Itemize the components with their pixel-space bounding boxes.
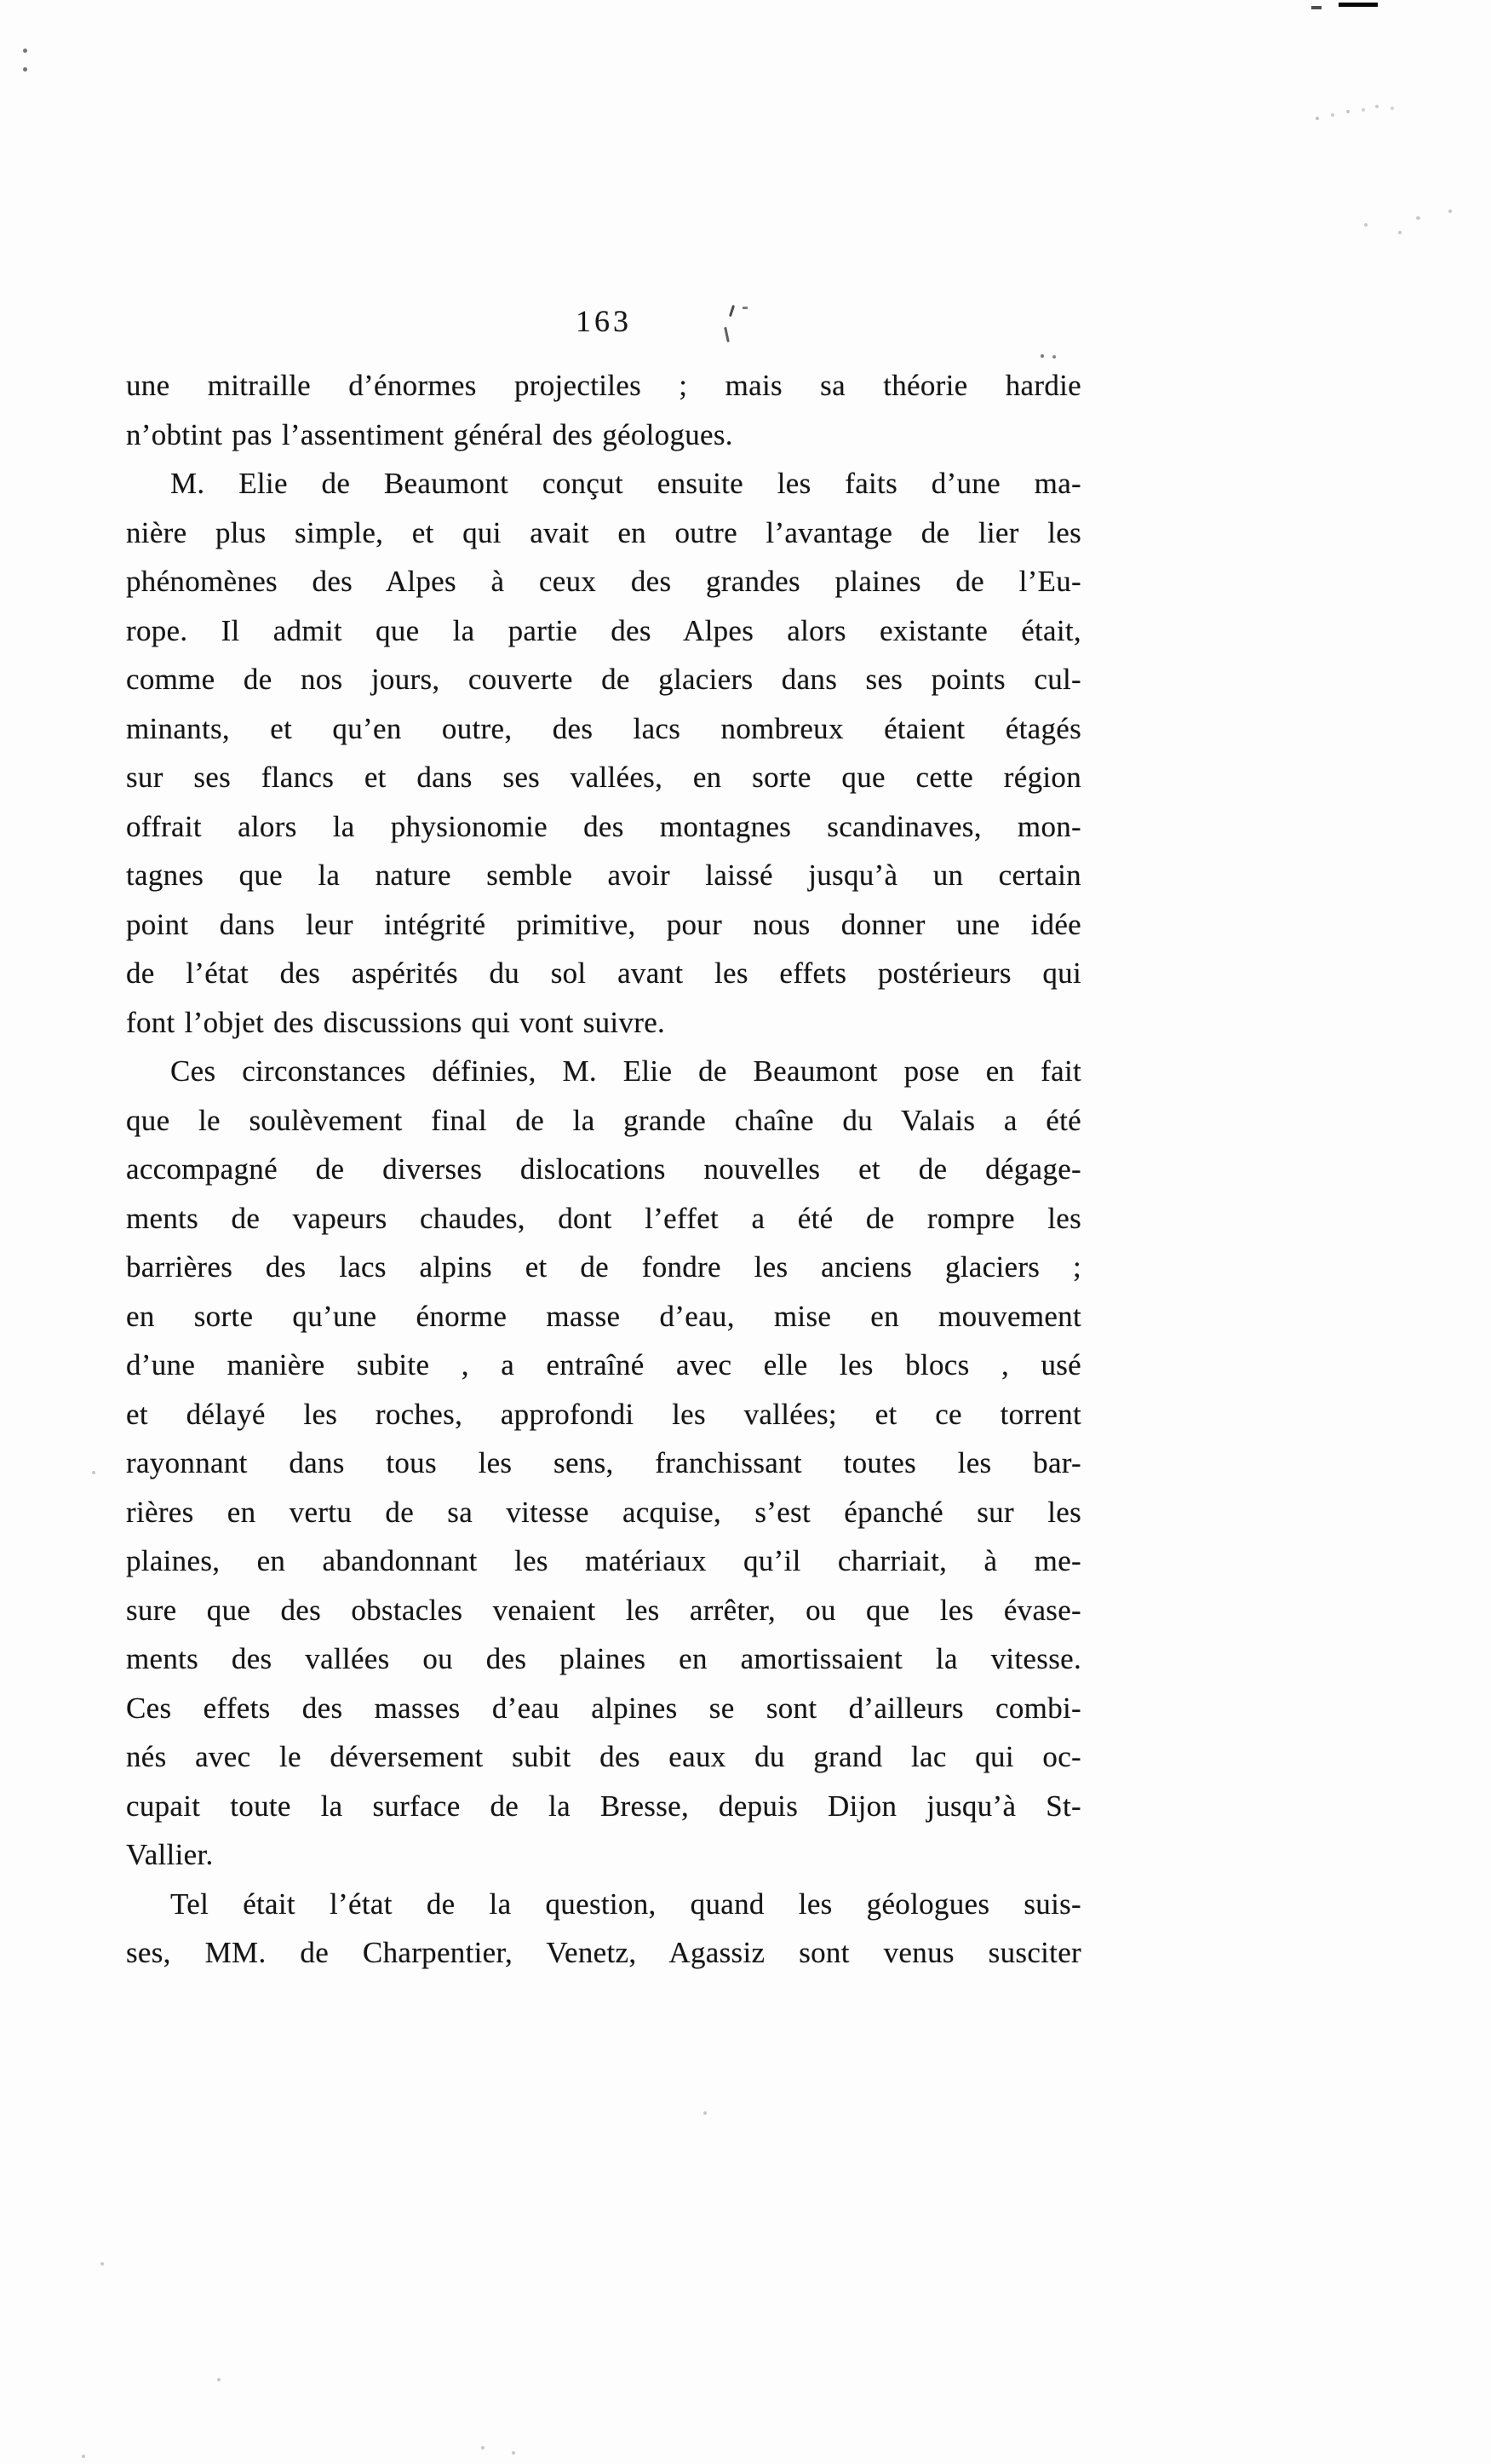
scan-speckle (703, 2111, 707, 2115)
text-line: rope. Il admit que la partie des Alpes alors existante était, (126, 613, 1081, 647)
text-line: nière plus simple, et qui avait en outre l’avantage de lier les (126, 515, 1081, 549)
text-line: cupait toute la surface de la Bresse, depuis Dijon jusqu’à St- (126, 1789, 1081, 1823)
text-line: Ces circonstances définies, M. Elie de Beaumont pose en fait (170, 1054, 1081, 1088)
text-line: ses, MM. de Charpentier, Venetz, Agassiz sont venus susciter (126, 1936, 1081, 1969)
ink-smudge-mark (743, 307, 748, 309)
text-line: ments des vallées ou des plaines en amortissaient la vitesse. (126, 1642, 1081, 1675)
text-line: phénomènes des Alpes à ceux des grandes plaines de l’Eu- (126, 565, 1081, 598)
text-line: offrait alors la physionomie des montagnes scandinaves, mon- (126, 809, 1081, 843)
scan-edge-dash (1311, 6, 1322, 9)
scan-speckle (23, 49, 27, 53)
text-line: sure que des obstacles venaient les arrêter, ou que les évase- (126, 1593, 1081, 1627)
text-line: Tel était l’état de la question, quand les géologues suis- (170, 1887, 1081, 1921)
scan-speckle (217, 2378, 221, 2381)
page-number: 163 (576, 304, 632, 338)
text-line: que le soulèvement final de la grande chaîne du Valais a été (126, 1103, 1081, 1137)
text-line: accompagné de diverses dislocations nouvelles et de dégage- (126, 1152, 1081, 1186)
scan-speckle (1364, 223, 1368, 227)
text-line: n’obtint pas l’assentiment général des géologues. (126, 417, 733, 451)
text-line: Ces effets des masses d’eau alpines se sont d’ailleurs combi- (126, 1691, 1081, 1725)
text-line: de l’état des aspérités du sol avant les effets postérieurs qui (126, 956, 1081, 990)
text-line: comme de nos jours, couverte de glaciers dans ses points cul- (126, 663, 1081, 696)
text-line: tagnes que la nature semble avoir laissé jusqu’à un certain (126, 859, 1081, 892)
text-line: d’une manière subite , a entraîné avec elle les blocs , usé (126, 1348, 1081, 1381)
scan-speckle (1398, 231, 1402, 234)
text-line: rayonnant dans tous les sens, franchissant toutes les bar- (126, 1446, 1081, 1479)
text-line: nés avec le déversement subit des eaux du grand lac qui oc- (126, 1740, 1081, 1773)
text-line: rières en vertu de sa vitesse acquise, s’est épanché sur les (126, 1495, 1081, 1529)
text-line: plaines, en abandonnant les matériaux qu’il charriait, à me- (126, 1544, 1081, 1577)
scan-speckle (1416, 216, 1420, 220)
scan-speckle (481, 2446, 485, 2450)
text-line: sur ses flancs et dans ses vallées, en sorte que cette région (126, 761, 1081, 794)
scan-speckle (92, 1471, 95, 1474)
page-text-body (126, 361, 1081, 1978)
text-line: en sorte qu’une énorme masse d’eau, mise en mouvement (126, 1299, 1081, 1333)
text-line: M. Elie de Beaumont conçut ensuite les faits d’une ma- (170, 467, 1081, 500)
text-line: point dans leur intégrité primitive, pour nous donner une idée (126, 907, 1081, 941)
text-line: ments de vapeurs chaudes, dont l’effet a été de rompre les (126, 1201, 1081, 1235)
scan-speckle (1448, 210, 1452, 213)
text-line: barrières des lacs alpins et de fondre les anciens glaciers ; (126, 1250, 1081, 1284)
text-line: une mitraille d’énormes projectiles ; mais sa théorie hardie (126, 369, 1081, 402)
scan-speckle (1041, 354, 1044, 358)
text-line: et délayé les roches, approfondi les vallées; et ce torrent (126, 1397, 1081, 1431)
scan-speckle (512, 2451, 515, 2455)
scan-speckle (82, 2455, 85, 2458)
scan-edge-line (1339, 3, 1378, 7)
pencil-scribble-mark (1316, 117, 1319, 120)
text-line: Vallier. (126, 1838, 214, 1871)
text-line: minants, et qu’en outre, des lacs nombreux étaient étagés (126, 711, 1081, 745)
page-header (126, 303, 1081, 339)
scan-speckle (100, 2262, 104, 2266)
text-line: font l’objet des discussions qui vont suivre. (126, 1005, 666, 1039)
